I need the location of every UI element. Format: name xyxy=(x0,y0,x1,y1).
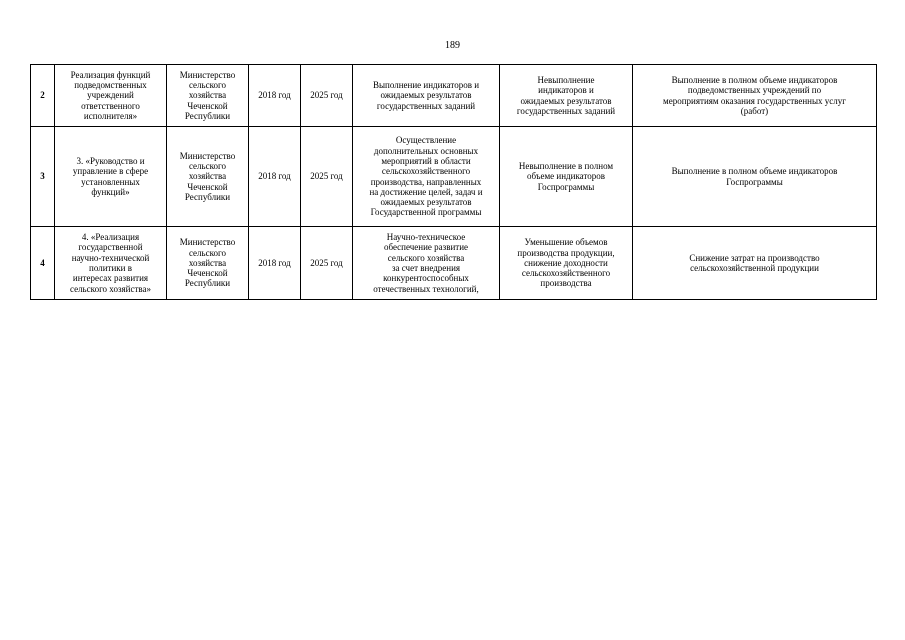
end-year-cell: 2025 год xyxy=(301,127,353,227)
table-row xyxy=(31,227,877,300)
end-year-cell: 2025 год xyxy=(301,227,353,300)
executor-cell: Министерство сельского хозяйства Чеченской Республики xyxy=(167,65,249,127)
executor-cell: Министерство сельского хозяйства Чеченской Республики xyxy=(167,227,249,300)
measure-name-cell: 4. «Реализация государственной научно-технической политики в интересах развития сельского хозяйства» xyxy=(55,227,167,300)
program-measures-table xyxy=(30,64,877,300)
executor-cell: Министерство сельского хозяйства Чеченской Республики xyxy=(167,127,249,227)
indicators-cell: Выполнение в полном объеме индикаторов подведомственных учреждений по мероприятиям оказания государственных услуг (работ) xyxy=(633,65,877,127)
table-row xyxy=(31,65,877,127)
consequences-cell: Невыполнение индикаторов и ожидаемых результатов государственных заданий xyxy=(500,65,633,127)
expected-results-cell: Осуществление дополнительных основных мероприятий в области сельскохозяйственного производства, направленных на достижение целей, задач и ожидаемых результатов Государственной программы xyxy=(353,127,500,227)
end-year-cell: 2025 год xyxy=(301,65,353,127)
measure-name-cell: Реализация функций подведомственных учреждений ответственного исполнителя» xyxy=(55,65,167,127)
indicators-cell: Выполнение в полном объеме индикаторов Госпрограммы xyxy=(633,127,877,227)
start-year-cell: 2018 год xyxy=(249,127,301,227)
consequences-cell: Уменьшение объемов производства продукции, снижение доходности сельскохозяйственного производства xyxy=(500,227,633,300)
table-row xyxy=(31,127,877,227)
page-number: 189 xyxy=(445,40,460,51)
consequences-cell: Невыполнение в полном объеме индикаторов Госпрограммы xyxy=(500,127,633,227)
expected-results-cell: Научно-техническое обеспечение развитие сельского хозяйства за счет внедрения конкурентоспособных отечественных технологий, xyxy=(353,227,500,300)
row-number-cell: 2 xyxy=(31,65,55,127)
row-number-cell: 3 xyxy=(31,127,55,227)
start-year-cell: 2018 год xyxy=(249,227,301,300)
start-year-cell: 2018 год xyxy=(249,65,301,127)
measure-name-cell: 3. «Руководство и управление в сфере установленных функций» xyxy=(55,127,167,227)
row-number-cell: 4 xyxy=(31,227,55,300)
expected-results-cell: Выполнение индикаторов и ожидаемых результатов государственных заданий xyxy=(353,65,500,127)
indicators-cell: Снижение затрат на производство сельскохозяйственной продукции xyxy=(633,227,877,300)
